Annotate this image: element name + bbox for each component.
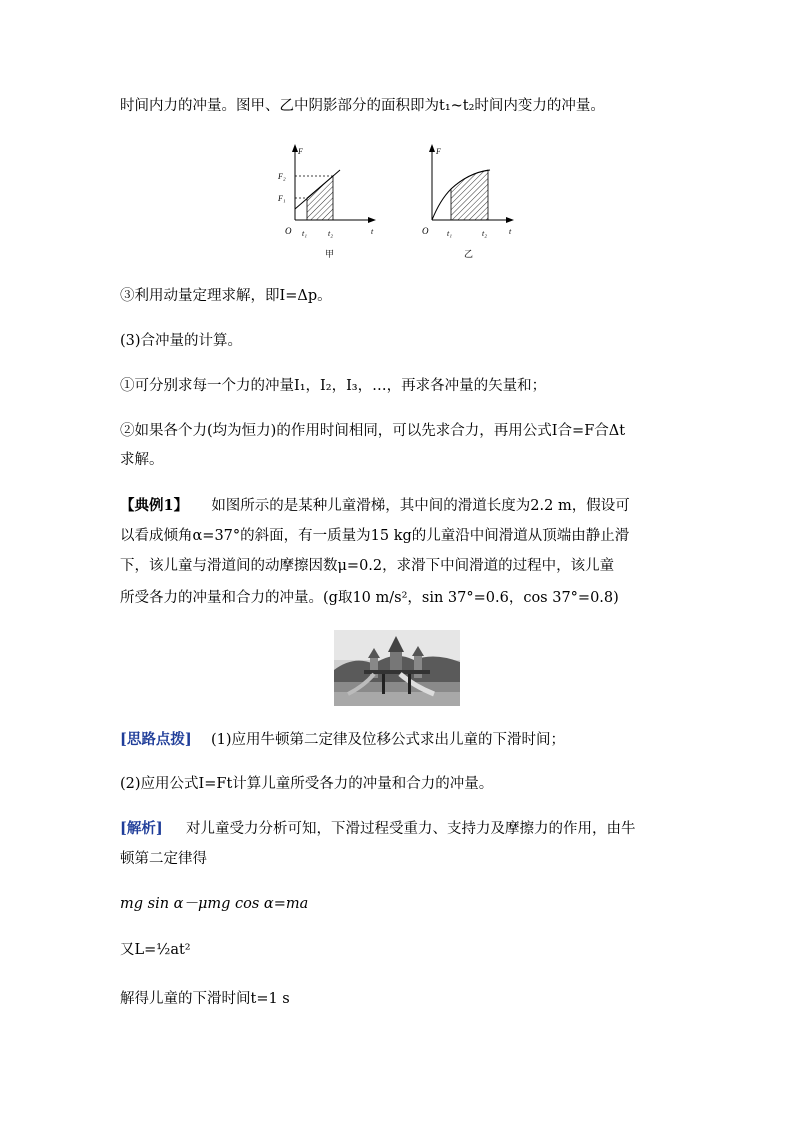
right-label-t: t xyxy=(509,227,512,236)
solution-time xyxy=(120,989,680,1009)
figure-left-jia xyxy=(277,144,376,259)
right-label-F: F xyxy=(436,147,441,156)
left-label-t: t xyxy=(371,227,374,236)
right-label-O: O xyxy=(422,226,429,236)
p2-text: ③利用动量定理求解，即I=Δp。 xyxy=(120,288,332,304)
equation-1: mg sin α－μmg cos α=ma xyxy=(120,896,309,912)
left-label-F1: F₁ xyxy=(278,194,286,203)
equation-newton xyxy=(120,894,680,914)
example-text-1: 如图所示的是某种儿童滑梯，其中间的滑道长度为2.2 m，假设可 xyxy=(211,498,630,514)
p5b-text: 求解。 xyxy=(120,452,164,468)
hint-text-1: (1)应用牛顿第二定律及位移公式求出儿童的下滑时间； xyxy=(210,732,565,748)
example-tag: 【典例1】 xyxy=(120,497,189,514)
left-x-arrow xyxy=(368,217,376,223)
paragraph-resultant-force-line1 xyxy=(120,421,680,441)
playground-slide-photo xyxy=(334,630,460,706)
right-shaded-area xyxy=(451,170,488,220)
p5a-text: ②如果各个力(均为恒力)的作用时间相同，可以先求合力，再用公式I合=F合Δt xyxy=(120,423,626,439)
solution-text-1: 对儿童受力分析可知，下滑过程受重力、支持力及摩擦力的作用，由牛 xyxy=(185,821,636,837)
left-label-t2: t₂ xyxy=(328,229,334,238)
solution-tag: [解析] xyxy=(120,820,163,837)
p1-text: 时间内力的冲量。图甲、乙中阴影部分的面积即为t₁~t₂时间内变力的冲量。 xyxy=(120,98,605,114)
p3-text: (3)合冲量的计算。 xyxy=(120,333,243,349)
equation-2: 又L=½at² xyxy=(120,942,191,958)
paragraph-momentum-theorem xyxy=(120,286,680,306)
hint-tag: [思路点拨] xyxy=(120,731,192,748)
paragraph-resultant-force-line2 xyxy=(120,450,680,470)
right-label-t2: t₂ xyxy=(482,229,488,238)
hint-line1 xyxy=(120,730,680,750)
example-1-line1 xyxy=(120,496,680,516)
right-x-arrow xyxy=(506,217,514,223)
right-y-arrow xyxy=(429,144,435,152)
example-text-2: 以看成倾角α=37°的斜面，有一质量为15 kg的儿童沿中间滑道从顶端由静止滑 xyxy=(120,528,630,544)
p4-text: ①可分别求每一个力的冲量I₁，I₂，I₃，…，再求各冲量的矢量和； xyxy=(120,378,547,394)
left-label-F: F xyxy=(298,147,303,156)
solution-line2 xyxy=(120,849,680,869)
example-1-line3 xyxy=(120,556,680,576)
left-label-t1: t₁ xyxy=(302,229,308,238)
paragraph-impulse-area xyxy=(120,96,680,116)
equation-displacement xyxy=(120,940,680,960)
example-text-3: 下，该儿童与滑道间的动摩擦因数μ=0.2，求滑下中间滑道的过程中，该儿童 xyxy=(120,558,615,574)
equation-3: 解得儿童的下滑时间t=1 s xyxy=(120,991,290,1007)
force-time-figures xyxy=(0,140,794,260)
hint-text-2: (2)应用公式I=Ft计算儿童所受各力的冲量和合力的冲量。 xyxy=(120,776,494,792)
solution-line1 xyxy=(120,819,680,839)
figure-right-yi xyxy=(422,144,514,259)
left-label-O: O xyxy=(285,226,292,236)
hint-line2 xyxy=(120,774,680,794)
left-label-F2: F₂ xyxy=(278,172,286,181)
example-1-line2 xyxy=(120,526,680,546)
right-caption: 乙 xyxy=(464,249,474,259)
example-text-4: 所受各力的冲量和合力的冲量。(g取10 m/s²，sin 37°=0.6，cos 37°=0.8) xyxy=(120,590,619,606)
paragraph-net-impulse-heading xyxy=(120,331,680,351)
left-shaded-area xyxy=(307,176,333,220)
left-caption: 甲 xyxy=(325,249,335,259)
solution-text-2: 顿第二定律得 xyxy=(120,851,207,867)
right-label-t1: t₁ xyxy=(447,229,453,238)
paragraph-vector-sum xyxy=(120,376,680,396)
example-1-line4 xyxy=(120,588,680,608)
